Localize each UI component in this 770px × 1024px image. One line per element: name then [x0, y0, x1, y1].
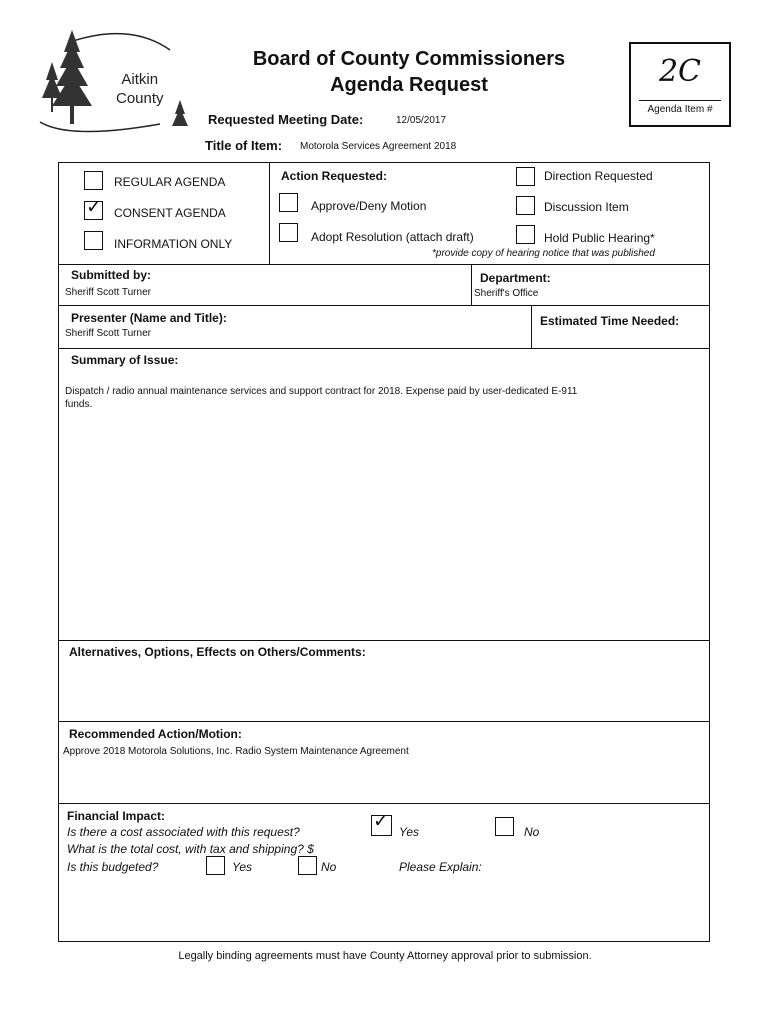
department-label: Department: [480, 271, 551, 285]
title-of-item-label: Title of Item: [205, 138, 283, 153]
form-title: Board of County Commissioners [252, 48, 566, 70]
budget-yes-checkbox[interactable] [206, 856, 225, 875]
cost-yes-label: Yes [399, 825, 420, 839]
logo-text-line2: County [116, 90, 164, 107]
financial-impact-label: Financial Impact: [67, 809, 166, 823]
adopt-resolution-label: Adopt Resolution (attach draft) [311, 230, 474, 244]
department-value: Sheriff's Office [474, 288, 539, 299]
cost-no-checkbox[interactable] [495, 817, 514, 836]
recommended-action-value: Approve 2018 Motorola Solutions, Inc. Radio System Maintenance Agreement [63, 746, 409, 757]
summary-text-line2: funds. [65, 399, 93, 410]
divider-line [471, 264, 472, 305]
divider-line [531, 305, 532, 348]
form-subtitle: Agenda Request [330, 74, 488, 96]
information-only-checkbox[interactable] [84, 231, 103, 250]
information-only-label: INFORMATION ONLY [114, 237, 233, 251]
cost-yes-checkbox[interactable] [371, 810, 392, 836]
meeting-date-value: 12/05/2017 [396, 115, 447, 126]
pine-tree-logo-icon [30, 22, 200, 147]
discussion-item-checkbox[interactable] [516, 196, 535, 215]
summary-label: Summary of Issue: [71, 353, 179, 367]
direction-requested-checkbox[interactable] [516, 167, 535, 186]
alternatives-label: Alternatives, Options, Effects on Others/Comments: [69, 645, 366, 659]
budget-no-checkbox[interactable] [298, 856, 317, 875]
checkmark-icon: ✓ [373, 810, 389, 832]
please-explain-label: Please Explain: [399, 860, 482, 874]
checkmark-icon: ✓ [86, 196, 102, 218]
cost-no-label: No [524, 825, 540, 839]
form-frame [58, 162, 710, 942]
meeting-date-label: Requested Meeting Date: [208, 112, 364, 127]
logo-text-line1: Aitkin [121, 71, 159, 88]
discussion-item-label: Discussion Item [544, 200, 629, 214]
agenda-item-label: Agenda Item # [647, 104, 713, 115]
regular-agenda-label: REGULAR AGENDA [114, 175, 226, 189]
approve-deny-checkbox[interactable] [279, 193, 298, 212]
divider-line [269, 163, 270, 264]
total-cost-question: What is the total cost, with tax and shipping? $ [67, 842, 314, 856]
consent-agenda-checkbox[interactable] [84, 196, 103, 220]
agenda-item-box [629, 42, 731, 127]
cost-question: Is there a cost associated with this request? [67, 825, 300, 839]
divider-line [59, 305, 709, 306]
consent-agenda-label: CONSENT AGENDA [114, 206, 226, 220]
hold-public-hearing-label: Hold Public Hearing* [544, 231, 655, 245]
divider-line [59, 264, 709, 265]
divider-line [59, 348, 709, 349]
budget-no-label: No [321, 860, 337, 874]
divider-line [59, 721, 709, 722]
hold-public-hearing-checkbox[interactable] [516, 225, 535, 244]
direction-requested-label: Direction Requested [544, 169, 653, 183]
agenda-item-divider [639, 100, 721, 101]
summary-text-line1: Dispatch / radio annual maintenance services and support contract for 2018. Expense paid by user-dedicated E-911 [65, 386, 578, 397]
estimated-time-label: Estimated Time Needed: [540, 314, 680, 328]
adopt-resolution-checkbox[interactable] [279, 223, 298, 242]
divider-line [59, 640, 709, 641]
presenter-label: Presenter (Name and Title): [71, 311, 227, 325]
county-logo [30, 22, 200, 147]
submitted-by-value: Sheriff Scott Turner [65, 287, 151, 298]
approve-deny-label: Approve/Deny Motion [311, 199, 427, 213]
regular-agenda-checkbox[interactable] [84, 171, 103, 190]
presenter-value: Sheriff Scott Turner [65, 328, 151, 339]
agenda-item-value: 2C [658, 54, 702, 89]
submitted-by-label: Submitted by: [71, 268, 151, 282]
recommended-action-label: Recommended Action/Motion: [69, 727, 242, 741]
footer-note: Legally binding agreements must have County Attorney approval prior to submission. [178, 950, 592, 962]
hearing-note: *provide copy of hearing notice that was published [432, 248, 655, 259]
title-of-item-value: Motorola Services Agreement 2018 [300, 141, 457, 152]
budget-yes-label: Yes [232, 860, 253, 874]
budgeted-question: Is this budgeted? [67, 860, 159, 874]
divider-line [59, 803, 709, 804]
action-requested-label: Action Requested: [281, 169, 388, 183]
